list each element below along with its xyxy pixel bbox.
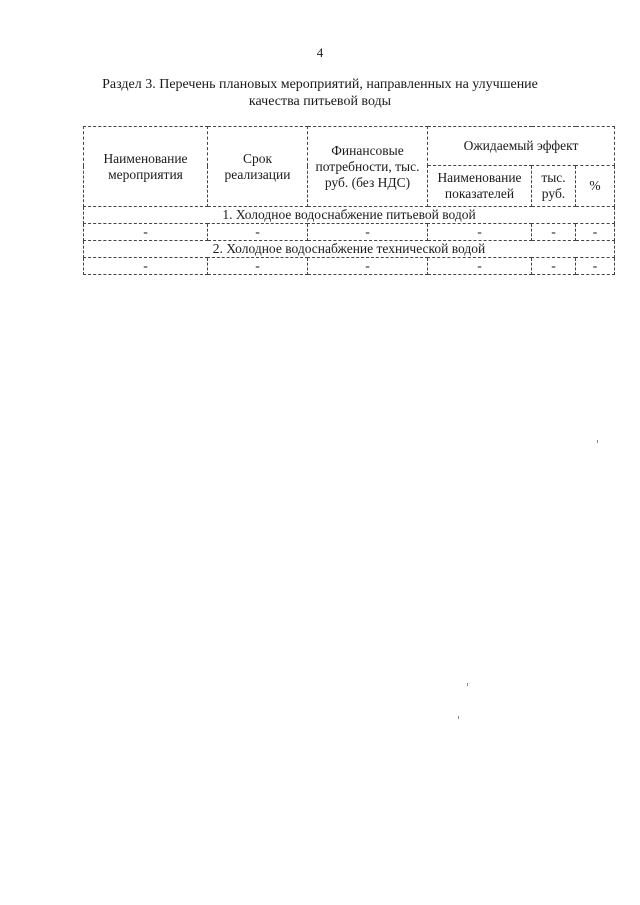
table-cell: - bbox=[208, 224, 308, 241]
header-indicator-name: Наименование показателей bbox=[428, 166, 532, 207]
section-title-line-2: качества питьевой воды bbox=[248, 94, 392, 109]
table-cell: - bbox=[532, 258, 576, 275]
scan-artifact bbox=[597, 440, 598, 443]
table-cell: - bbox=[428, 258, 532, 275]
section-title-line-1: Раздел 3. Перечень плановых мероприятий, направленных на улучшение bbox=[102, 77, 538, 92]
table-cell: - bbox=[428, 224, 532, 241]
table-row bbox=[84, 258, 615, 275]
header-financial-needs: Финансовые потребности, тыс. руб. (без НДС) bbox=[308, 127, 428, 207]
page-number: 4 bbox=[316, 45, 324, 60]
group-title-drinking-water: 1. Холодное водоснабжение питьевой водой bbox=[84, 207, 615, 224]
table-cell: - bbox=[576, 224, 615, 241]
table-cell: - bbox=[308, 258, 428, 275]
table-cell: - bbox=[308, 224, 428, 241]
group-row bbox=[84, 241, 615, 258]
table-cell: - bbox=[208, 258, 308, 275]
table-header-row bbox=[84, 127, 615, 166]
table-cell: - bbox=[576, 258, 615, 275]
section-title bbox=[60, 76, 580, 110]
group-title-technical-water: 2. Холодное водоснабжение технической водой bbox=[84, 241, 615, 258]
header-measure-name: Наименование мероприятия bbox=[84, 127, 208, 207]
group-row bbox=[84, 207, 615, 224]
table-cell: - bbox=[532, 224, 576, 241]
table-row bbox=[84, 224, 615, 241]
scan-artifact bbox=[458, 716, 459, 719]
header-expected-effect: Ожидаемый эффект bbox=[428, 127, 615, 166]
table-cell: - bbox=[84, 258, 208, 275]
header-thousand-rub: тыс. руб. bbox=[532, 166, 576, 207]
header-percent: % bbox=[576, 166, 615, 207]
header-implementation-period: Срок реализации bbox=[208, 127, 308, 207]
planned-measures-table bbox=[83, 126, 615, 275]
scan-artifact bbox=[467, 683, 468, 686]
table-cell: - bbox=[84, 224, 208, 241]
